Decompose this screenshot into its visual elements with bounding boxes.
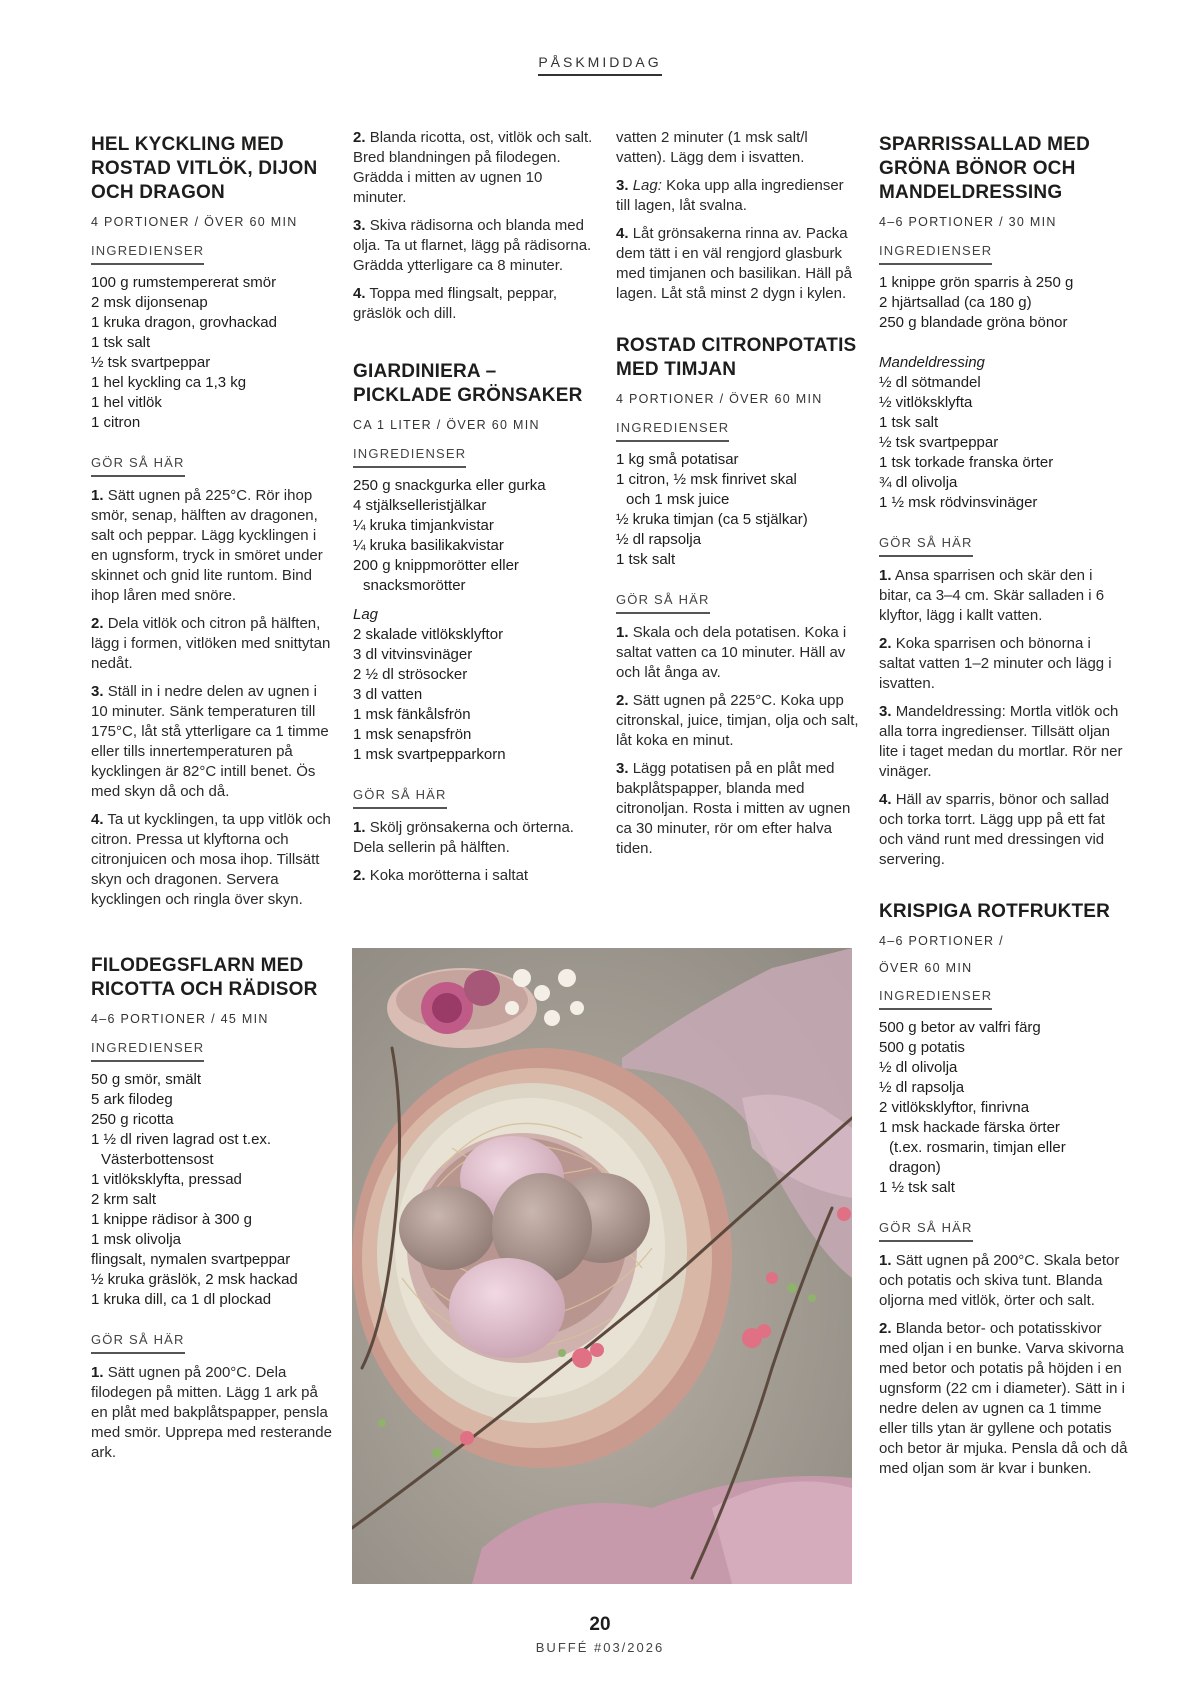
easter-eggs-image (352, 948, 852, 1584)
recipe-meta: 4 PORTIONER / ÖVER 60 MIN (91, 215, 298, 229)
method-heading: GÖR SÅ HÄR (91, 455, 185, 477)
ingredient: snacksmorötter (363, 577, 466, 594)
column-1 (91, 133, 336, 1471)
recipe-rootveg (879, 900, 1129, 1479)
ingredient: 2 msk dijonsenap (91, 294, 208, 311)
ingredient-list (879, 1018, 1129, 1198)
ingredient: 1 msk senapsfrön (353, 726, 472, 743)
step: 1. Skölj grönsakerna och örterna. Dela sellerin på hälften. (353, 819, 574, 856)
method-heading: GÖR SÅ HÄR (616, 592, 710, 614)
recipe-chicken (91, 133, 336, 910)
step: 1. Skala och dela potatisen. Koka i saltat vatten ca 10 minuter. Häll av och låt ånga av. (616, 624, 847, 681)
ingredient: 200 g knippmorötter eller (353, 557, 519, 574)
recipe-meta: 4 PORTIONER / ÖVER 60 MIN (616, 392, 823, 406)
recipe-potatoes (616, 334, 861, 859)
ingredients-heading: INGREDIENSER (91, 243, 204, 265)
ingredient: 1 kruka dill, ca 1 dl plockad (91, 1291, 272, 1308)
ingredient: 1 ½ msk rödvinsvinäger (879, 494, 1038, 511)
ingredient: 1 citron, ½ msk finrivet skal (616, 471, 797, 488)
ingredient: 4 stjälkselleristjälkar (353, 497, 487, 514)
ingredient: (t.ex. rosmarin, timjan eller (889, 1139, 1066, 1156)
step-list (879, 566, 1129, 870)
brine-label: Lag (353, 606, 379, 623)
ingredient: 1 citron (91, 414, 141, 431)
issue-label: BUFFÉ #03/2026 (535, 1640, 665, 1655)
step: 1. Sätt ugnen på 200°C. Skala betor och potatis och skiva tunt. Blanda oljorna med vitlök, örter och salt. (879, 1252, 1120, 1309)
ingredient: 1 msk fänkålsfrön (353, 706, 471, 723)
dressing-label: Mandeldressing (879, 354, 985, 371)
recipe-meta: 4–6 PORTIONER / ÖVER 60 MIN (879, 934, 1004, 975)
ingredient: 2 vitlöksklyftor, finrivna (879, 1099, 1030, 1116)
recipe-meta: 4–6 PORTIONER / 45 MIN (91, 1012, 269, 1026)
step: 4. Låt grönsakerna rinna av. Packa dem tätt i en väl rengjord glasburk med timjanen och basilikan. Häll på lagen. Låt stå minst 2 dygn i kylen. (616, 225, 852, 302)
recipe-giardiniera (353, 360, 598, 886)
recipe-title: KRISPIGA ROTFRUKTER (879, 901, 1111, 922)
ingredient: Västerbottensost (101, 1151, 214, 1168)
step: 3. Ställ in i nedre delen av ugnen i 10 minuter. Sänk temperaturen till 175°C, låt stå ytterligare ca 1 timme eller tills innertemperaturen på kycklingen är 82°C intill benet. Ös med skyn då och då. (91, 683, 329, 800)
ingredient: ¼ kruka basilikakvistar (353, 537, 504, 554)
recipe-title: ROSTAD CITRONPOTATIS MED TIMJAN (616, 335, 857, 380)
column-3 (616, 128, 861, 867)
step-list (353, 818, 598, 886)
column-2 (353, 128, 598, 894)
step: 1. Sätt ugnen på 225°C. Rör ihop smör, senap, hälften av dragonen, salt och peppar. Lägg kycklingen i en ugnsform, tryck in smöret under skinnet och gnid lite runtom. Bind ihop låren med snöre. (91, 487, 323, 604)
step: 2. Blanda betor- och potatisskivor med oljan i en bunke. Varva skivorna med betor och potatis på höjden i en ugnsform (22 cm i diameter). Sätt in i nedre delen av ugnen ca 1 timme eller tills ytan är gyllene och potatis och betor är mjuka. Pensla då och då med oljan som är kvar i bunken. (879, 1320, 1128, 1477)
ingredient-list (91, 1070, 336, 1310)
recipe-filo (91, 954, 336, 1463)
ingredient: ½ vitlöksklyfta (879, 394, 973, 411)
step: 2. Sätt ugnen på 225°C. Koka upp citronskal, juice, timjan, olja och salt, låt koka en minut. (616, 692, 859, 749)
ingredient: dragon) (889, 1159, 941, 1176)
ingredient: 1 msk hackade färska örter (879, 1119, 1060, 1136)
step-continued: vatten 2 minuter (1 msk salt/l vatten). Lägg dem i isvatten. (616, 129, 808, 166)
ingredients-heading: INGREDIENSER (879, 988, 992, 1010)
ingredient-list (616, 450, 861, 570)
step: 4. Ta ut kycklingen, ta upp vitlök och citron. Pressa ut klyftorna och citronjuicen och mosa ihop. Tillsätt skyn och dragonen. Servera kycklingen och ringla över skyn. (91, 811, 331, 908)
ingredient: ½ dl rapsolja (616, 531, 702, 548)
ingredient: ½ dl sötmandel (879, 374, 981, 391)
column-4 (879, 133, 1129, 1487)
ingredient: 1 hel vitlök (91, 394, 162, 411)
step: 4. Toppa med flingsalt, peppar, gräslök och dill. (353, 285, 558, 322)
ingredient: 5 ark filodeg (91, 1091, 173, 1108)
ingredient-list (91, 273, 336, 433)
recipe-meta: 4–6 PORTIONER / 30 MIN (879, 215, 1057, 229)
ingredient: ½ dl rapsolja (879, 1079, 965, 1096)
ingredient-list (353, 476, 598, 765)
ingredient: 3 dl vatten (353, 686, 423, 703)
ingredient: 50 g smör, smält (91, 1071, 202, 1088)
easter-eggs-photo (352, 948, 852, 1584)
ingredient: 500 g potatis (879, 1039, 965, 1056)
ingredient: 250 g snackgurka eller gurka (353, 477, 546, 494)
ingredient: flingsalt, nymalen svartpeppar (91, 1251, 291, 1268)
ingredient: ¾ dl olivolja (879, 474, 958, 491)
ingredient: ½ kruka timjan (ca 5 stjälkar) (616, 511, 808, 528)
section-header (0, 54, 1200, 76)
ingredient: ½ tsk svartpeppar (879, 434, 999, 451)
ingredient: 2 krm salt (91, 1191, 157, 1208)
step: 2. Blanda ricotta, ost, vitlök och salt. Bred blandningen på filodegen. Grädda i mitten av ugnen 10 minuter. (353, 129, 593, 206)
ingredient: 1 kg små potatisar (616, 451, 739, 468)
ingredient: 1 ½ dl riven lagrad ost t.ex. (91, 1131, 272, 1148)
step: 2. Dela vitlök och citron på hälften, lägg i formen, vitlöken med snittytan nedåt. (91, 615, 331, 672)
ingredient-list (879, 273, 1129, 513)
ingredient: ½ kruka gräslök, 2 msk hackad (91, 1271, 298, 1288)
ingredients-heading: INGREDIENSER (879, 243, 992, 265)
ingredient: 2 hjärtsallad (ca 180 g) (879, 294, 1032, 311)
step-list-continued (616, 128, 861, 304)
step: 4. Häll av sparris, bönor och sallad och torka torrt. Lägg upp på ett fat och vänd runt med dressingen vid servering. (879, 791, 1110, 868)
ingredient: 1 hel kyckling ca 1,3 kg (91, 374, 247, 391)
step: 3. Lägg potatisen på en plåt med bakplåtspapper, blanda med citronoljan. Rosta i mitten av ugnen ca 30 minuter, rör om efter halva tiden. (616, 760, 851, 857)
step-list (91, 1363, 336, 1463)
recipe-meta: CA 1 LITER / ÖVER 60 MIN (353, 418, 540, 432)
step: 3. Mandeldressing: Mortla vitlök och alla torra ingredienser. Tillsätt oljan lite i taget medan du mortlar. Rör ner vinäger. (879, 703, 1123, 780)
ingredient: 1 ½ tsk salt (879, 1179, 955, 1196)
step-list (91, 486, 336, 910)
ingredient: 3 dl vitvinsvinäger (353, 646, 473, 663)
step: 1. Ansa sparrisen och skär den i bitar, ca 3–4 cm. Skär salladen i 6 klyftor, lägg i kallt vatten. (879, 567, 1105, 624)
section-title: PÅSKMIDDAG (538, 54, 661, 76)
recipe-title: GIARDINIERA – PICKLADE GRÖNSAKER (353, 361, 583, 406)
ingredient: 2 skalade vitlöksklyftor (353, 626, 504, 643)
ingredient: 1 msk svartpepparkorn (353, 746, 506, 763)
ingredient: ½ dl olivolja (879, 1059, 958, 1076)
ingredient: 1 tsk salt (91, 334, 151, 351)
step: 3. Skiva rädisorna och blanda med olja. Ta ut flarnet, lägg på rädisorna. Grädda ytterligare ca 8 minuter. (353, 217, 592, 274)
ingredient: 1 kruka dragon, grovhackad (91, 314, 277, 331)
ingredient: 1 tsk torkade franska örter (879, 454, 1054, 471)
step-list-continued (353, 128, 598, 324)
step-list (616, 623, 861, 859)
page-number: 20 (589, 1614, 611, 1635)
method-heading: GÖR SÅ HÄR (91, 1332, 185, 1354)
recipe-title: SPARRISSALLAD MED GRÖNA BÖNOR OCH MANDELDRESSING (879, 134, 1090, 203)
ingredient: 1 knippe rädisor à 300 g (91, 1211, 252, 1228)
method-heading: GÖR SÅ HÄR (879, 1220, 973, 1242)
ingredient: 1 tsk salt (616, 551, 676, 568)
ingredient: 500 g betor av valfri färg (879, 1019, 1041, 1036)
step: 2. Koka morötterna i saltat (353, 867, 529, 884)
ingredient: och 1 msk juice (626, 491, 730, 508)
ingredient: ½ tsk svartpeppar (91, 354, 211, 371)
ingredients-heading: INGREDIENSER (616, 420, 729, 442)
ingredient: 1 tsk salt (879, 414, 939, 431)
recipe-title: HEL KYCKLING MED ROSTAD VITLÖK, DIJON OCH DRAGON (91, 134, 318, 203)
ingredient: 1 vitlöksklyfta, pressad (91, 1171, 242, 1188)
ingredients-heading: INGREDIENSER (91, 1040, 204, 1062)
ingredient: 2 ½ dl strösocker (353, 666, 468, 683)
ingredients-heading: INGREDIENSER (353, 446, 466, 468)
ingredient: 1 knippe grön sparris à 250 g (879, 274, 1074, 291)
step: 2. Koka sparrisen och bönorna i saltat vatten 1–2 minuter och lägg i isvatten. (879, 635, 1112, 692)
recipe-title: FILODEGSFLARN MED RICOTTA OCH RÄDISOR (91, 955, 318, 1000)
recipe-asparagus (879, 133, 1129, 870)
step: 3. Lag: Koka upp alla ingredienser till lagen, låt svalna. (616, 177, 844, 214)
ingredient: 250 g ricotta (91, 1111, 174, 1128)
method-heading: GÖR SÅ HÄR (353, 787, 447, 809)
method-heading: GÖR SÅ HÄR (879, 535, 973, 557)
ingredient: ¼ kruka timjankvistar (353, 517, 494, 534)
ingredient: 100 g rumstempererat smör (91, 274, 277, 291)
step-list (879, 1251, 1129, 1479)
ingredient: 250 g blandade gröna bönor (879, 314, 1068, 331)
step: 1. Sätt ugnen på 200°C. Dela filodegen på mitten. Lägg 1 ark på en plåt med bakplåtspapper, pensla med smör. Upprepa med resterande ark. (91, 1364, 332, 1461)
ingredient: 1 msk olivolja (91, 1231, 182, 1248)
